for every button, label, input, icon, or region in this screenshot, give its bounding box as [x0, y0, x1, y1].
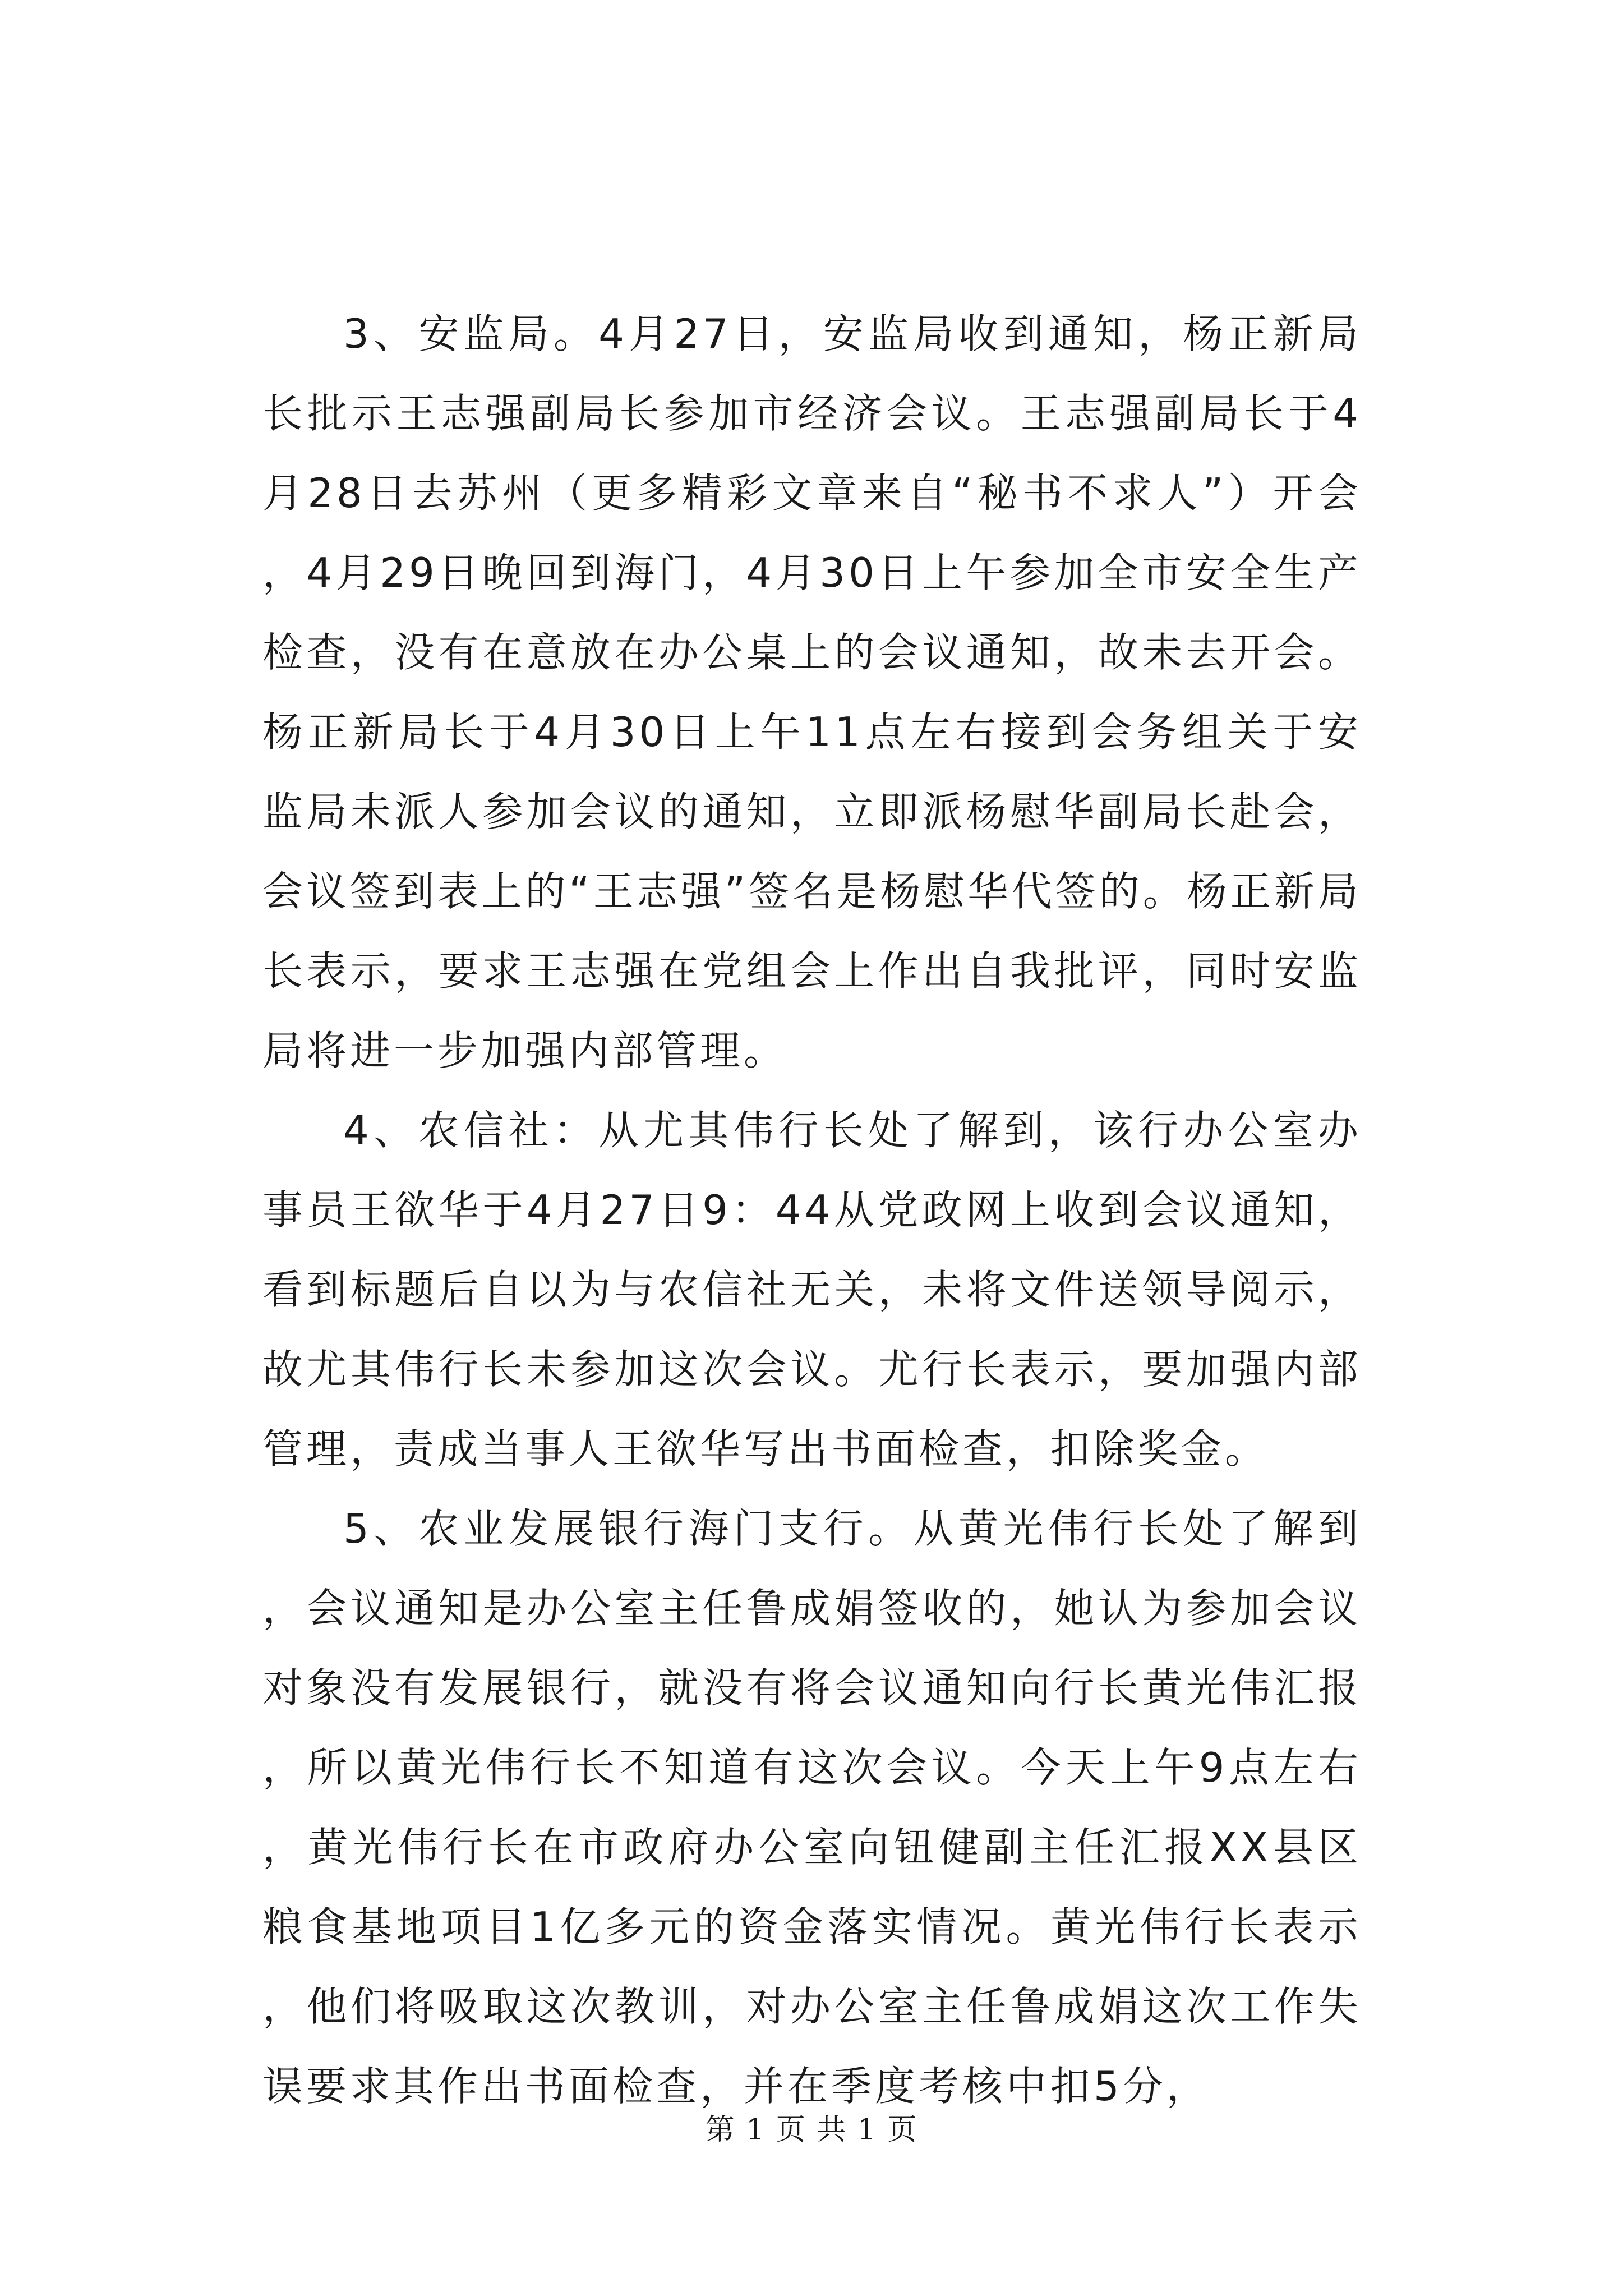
- paragraph-nong-fa-hang: 5、农业发展银行海门支行。从黄光伟行长处了解到，会议通知是办公室主任鲁成娟签收的，她认为参加会议对象没有发展银行，就没有将会议通知向行长黄光伟汇报，所以黄光伟行长不知道有这次会议。今天上午9点左右，黄光伟行长在市政府办公室向钮健副主任汇报XX县区粮食基地项目1亿多元的资金落实情况。黄光伟行长表示，他们将吸取这次教训，对办公室主任鲁成娟这次工作失误要求其作出书面检查，并在季度考核中扣5分，: [262, 1505, 1362, 2110]
- paragraph-an-jian-ju: 3、安监局。4月27日，安监局收到通知，杨正新局长批示王志强副局长参加市经济会议。王志强副局长于4月28日去苏州（更多精彩文章来自“秘书不求人”）开会，4月29日晚回到海门，4月30日上午参加全市安全生产检查，没有在意放在办公桌上的会议通知，故未去开会。杨正新局长于4月30日上午11点左右接到会务组关于安监局未派人参加会议的通知，立即派杨慰华副局长赴会，会议签到表上的“王志强”签名是杨慰华代签的。杨正新局长表示，要求王志强在党组会上作出自我批评，同时安监局将进一步加强内部管理。: [262, 310, 1362, 1074]
- document-body: [262, 294, 1362, 2126]
- paragraph-nong-xin-she: 4、农信社：从尤其伟行长处了解到，该行办公室办事员王欲华于4月27日9：44从党政网上收到会议通知，看到标题后自以为与农信社无关，未将文件送领导阅示，故尤其伟行长未参加这次会议。尤行长表示，要加强内部管理，责成当事人王欲华写出书面检查，扣除奖金。: [262, 1107, 1362, 1473]
- page-footer: 第 1 页 共 1 页: [705, 2113, 918, 2147]
